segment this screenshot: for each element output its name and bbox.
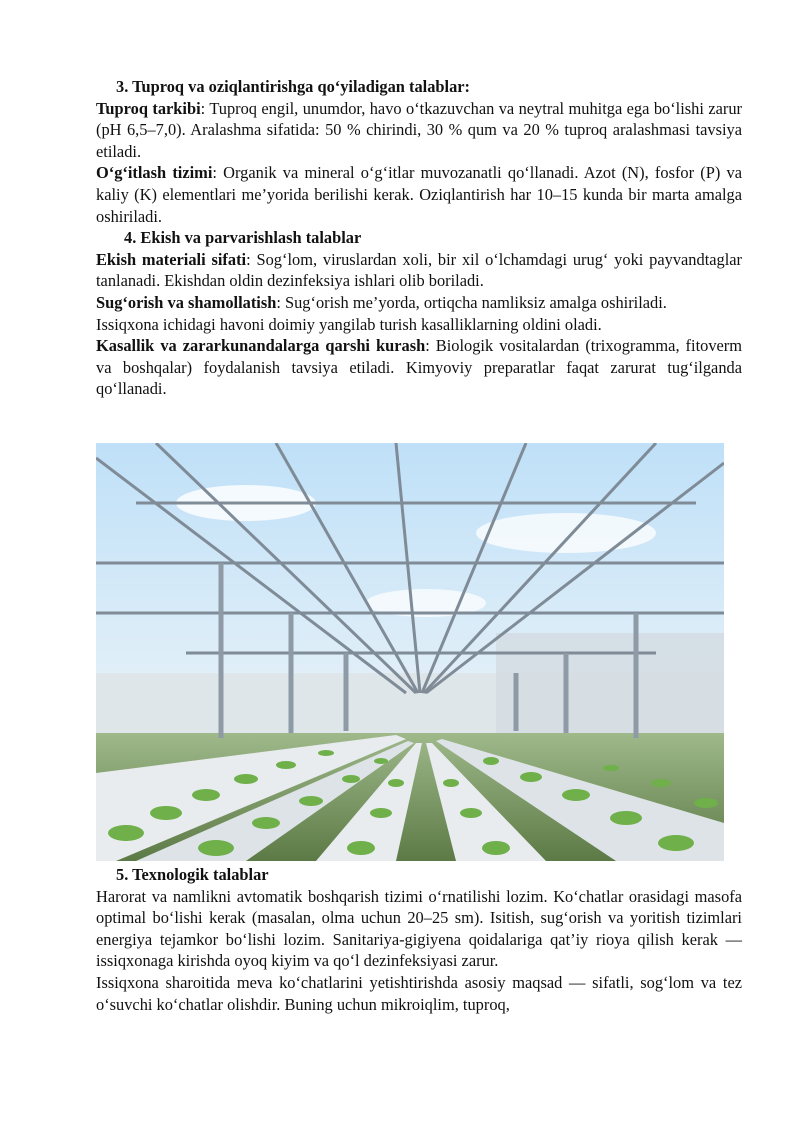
text-planting-material: : Sog‘lom, viruslardan xoli, bir xil o‘lchamdagi urug‘ yoki payvandtaglar tanlanadi. Ekishdan oldin dezinfeksiya ishlari olib boriladi. (96, 249, 743, 291)
section-3-heading: 3. Tuproq va oziqlantirishga qo‘yiladigan talablar: (116, 77, 470, 96)
section-5-heading: 5. Texnologik talablar (116, 865, 269, 884)
greenhouse-illustration (96, 443, 724, 861)
text-soil-composition: : Tuproq engil, unumdor, havo o‘tkazuvchan va neytral muhitga ega bo‘lishi zarur (pH 6,5–7,0). Aralashma sifatida: 50 % chirindi, 30 % qum va 20 % tuproq aralashmasi tavsiya etiladi. (96, 98, 742, 161)
term-soil-composition: Tuproq tarkibi (96, 98, 201, 118)
paragraph-fertilization (96, 162, 742, 227)
paragraph-ventilation: Issiqxona ichidagi havoni doimiy yangilab turish kasalliklarning oldini oladi. (96, 314, 602, 334)
paragraph-main-goal: Issiqxona sharoitida meva ko‘chatlarini yetishtirishda asosiy maqsad — sifatli, sog‘lom va tez o‘suvchi ko‘chatlar olishdir. Buning uchun mikroiqlim, tuproq, (96, 972, 742, 1014)
text-block-top (96, 76, 742, 400)
term-planting-material: Ekish materiali sifati (96, 249, 247, 269)
text-irrigation: : Sug‘orish me’yorda, ortiqcha namliksiz amalga oshiriladi. (276, 292, 667, 312)
paragraph-planting-material (96, 249, 742, 292)
term-pest-control: Kasallik va zararkunandalarga qarshi kurash (96, 336, 426, 356)
paragraph-technology-requirements: Harorat va namlikni avtomatik boshqarish tizimi o‘rnatilishi lozim. Ko‘chatlar orasidagi masofa optimal bo‘lishi kerak (masalan, olma uchun 20–25 sm). Isitish, sug‘orish va yoritish tizimlari energiya tejamkor bo‘lishi lozim. Sanitariya-gigiyena qoidalariga qat’iy rioya qilish kerak — issiqxonaga kirishda oyoq kiyim va qo‘l dezinfeksiyasi zarur. (96, 886, 742, 971)
term-fertilization: O‘g‘itlash tizimi (96, 163, 213, 183)
greenhouse-photo (96, 443, 724, 861)
text-block-bottom (96, 864, 742, 1015)
paragraph-pest-control (96, 335, 742, 400)
text-fertilization: : Organik va mineral o‘g‘itlar muvozanatli qo‘llanadi. Azot (N), fosfor (P) va kaliy (K) elementlari me’yorida berilishi kerak. Oziqlantirish har 10–15 kunda bir marta amalga oshiriladi. (96, 163, 743, 226)
text-pest-control: : Biologik vositalardan (trixogramma, fitoverm va boshqalar) foydalanish tavsiya etiladi. Kimyoviy preparatlar faqat zarurat tug‘ilganda qo‘llanadi. (96, 336, 742, 399)
section-4-heading: 4. Ekish va parvarishlash talablar (124, 228, 362, 248)
paragraph-soil-composition (96, 98, 742, 163)
paragraph-irrigation (96, 292, 742, 314)
term-irrigation: Sug‘orish va shamollatish (96, 292, 277, 312)
